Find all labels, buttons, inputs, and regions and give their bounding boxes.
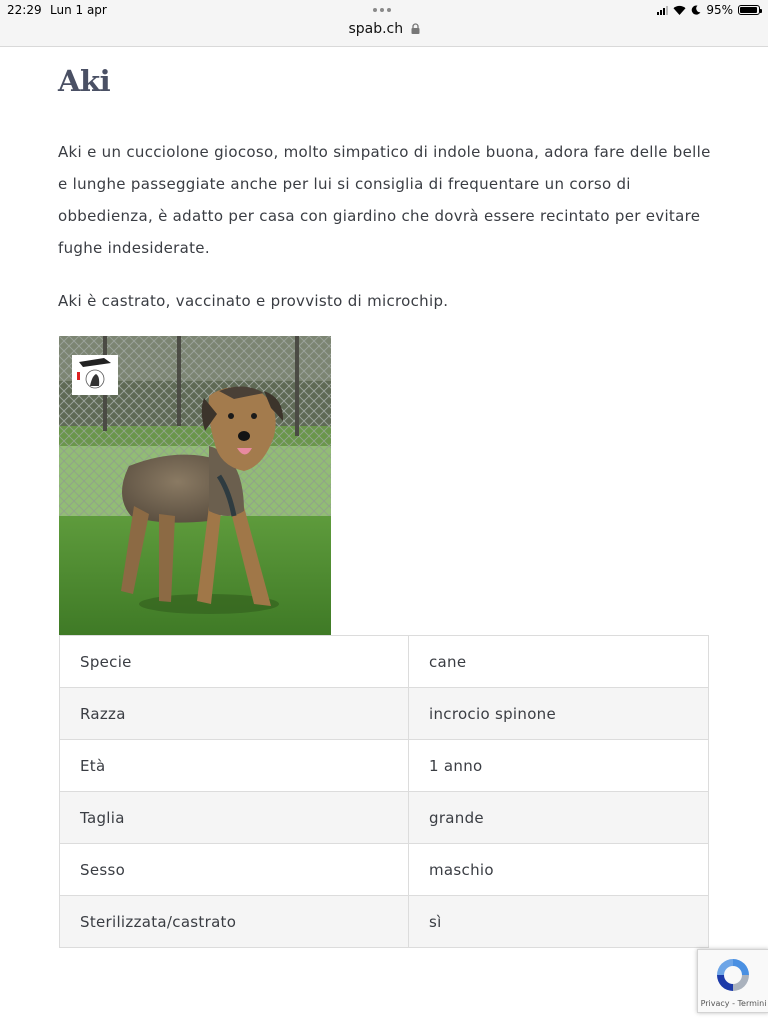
health-status-note: Aki è castrato, vaccinato e provvisto di microchip. bbox=[58, 292, 449, 310]
detail-value: maschio bbox=[409, 844, 709, 896]
detail-label: Razza bbox=[60, 688, 409, 740]
detail-label: Sesso bbox=[60, 844, 409, 896]
detail-value: cane bbox=[409, 636, 709, 688]
animal-details-table bbox=[59, 635, 709, 948]
status-date: Lun 1 apr bbox=[50, 3, 107, 17]
detail-label: Taglia bbox=[60, 792, 409, 844]
status-bar bbox=[0, 0, 768, 22]
battery-icon bbox=[738, 5, 760, 15]
recaptcha-links[interactable]: Privacy - Termini bbox=[700, 999, 767, 1008]
detail-label: Specie bbox=[60, 636, 409, 688]
detail-label: Sterilizzata/castrato bbox=[60, 896, 409, 948]
table-row bbox=[60, 688, 709, 740]
table-row bbox=[60, 636, 709, 688]
status-time: 22:29 bbox=[7, 3, 42, 17]
table-row bbox=[60, 844, 709, 896]
detail-label: Età bbox=[60, 740, 409, 792]
address-field[interactable] bbox=[0, 21, 768, 37]
detail-value: incrocio spinone bbox=[409, 688, 709, 740]
detail-value: 1 anno bbox=[409, 740, 709, 792]
battery-fill bbox=[740, 7, 757, 13]
animal-description: Aki e un cucciolone giocoso, molto simpatico di indole buona, adora fare delle belle e lunghe passeggiate anche per lui si consiglia di frequentare un corso di obbedienza, è adatto per casa con giardino che dovrà essere recintato per evitare fughe indesiderate. bbox=[58, 143, 711, 257]
do-not-disturb-moon-icon bbox=[691, 5, 701, 15]
recaptcha-badge[interactable] bbox=[697, 949, 768, 1013]
recaptcha-icon bbox=[714, 956, 752, 994]
cellular-signal-icon bbox=[657, 6, 668, 15]
table-row bbox=[60, 740, 709, 792]
url-text: spab.ch bbox=[348, 21, 404, 37]
wifi-icon bbox=[673, 5, 686, 15]
table-row bbox=[60, 792, 709, 844]
page-title: Aki bbox=[58, 64, 111, 98]
detail-value: grande bbox=[409, 792, 709, 844]
battery-percent: 95% bbox=[706, 3, 733, 17]
table-row bbox=[60, 896, 709, 948]
detail-value: sì bbox=[409, 896, 709, 948]
dog-photo[interactable] bbox=[59, 336, 331, 635]
lock-icon bbox=[411, 23, 420, 34]
